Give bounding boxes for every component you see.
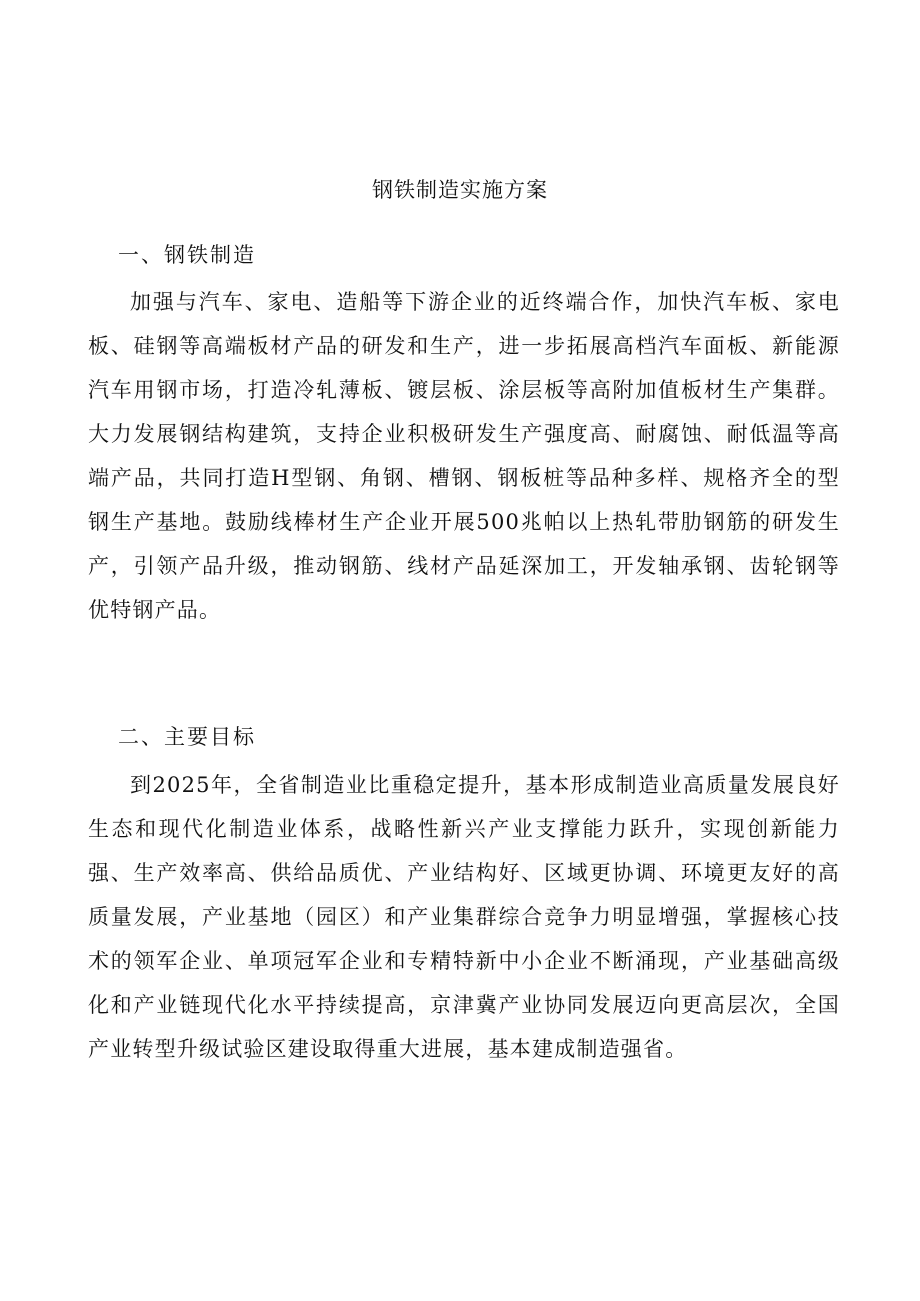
document-title: 钢铁制造实施方案 bbox=[372, 178, 548, 202]
section-body-steel-manufacturing: 加强与汽车、家电、造船等下游企业的近终端合作，加快汽车板、家电板、硅钢等高端板材产品的研发和生产，进一步拓展高档汽车面板、新能源汽车用钢市场，打造冷轧薄板、镀层板、涂层板等高附加值板材生产集群。大力发展钢结构建筑，支持企业积极研发生产强度高、耐腐蚀、耐低温等高端产品，共同打造H型钢、角钢、槽钢、钢板桩等品种多样、规格齐全的型钢生产基地。鼓励线棒材生产企业开展500兆帕以上热轧带肋钢筋的研发生产，引领产品升级，推动钢筋、线材产品延深加工，开发轴承钢、齿轮钢等优特钢产品。 bbox=[88, 290, 840, 622]
section-body-main-goals: 到2025年，全省制造业比重稳定提升，基本形成制造业高质量发展良好生态和现代化制造业体系，战略性新兴产业支撑能力跃升，实现创新能力强、生产效率高、供给品质优、产业结构好、区域更协调、环境更友好的高质量发展，产业基地（园区）和产业集群综合竞争力明显增强，掌握核心技术的领军企业、单项冠军企业和专精特新中小企业不断涌现，产业基础高级化和产业链现代化水平持续提高，京津冀产业协同发展迈向更高层次，全国产业转型升级试验区建设取得重大进展，基本建成制造强省。 bbox=[88, 773, 840, 1061]
section-heading-steel-manufacturing: 一、钢铁制造 bbox=[118, 243, 256, 267]
section-heading-main-goals: 二、主要目标 bbox=[118, 725, 256, 749]
